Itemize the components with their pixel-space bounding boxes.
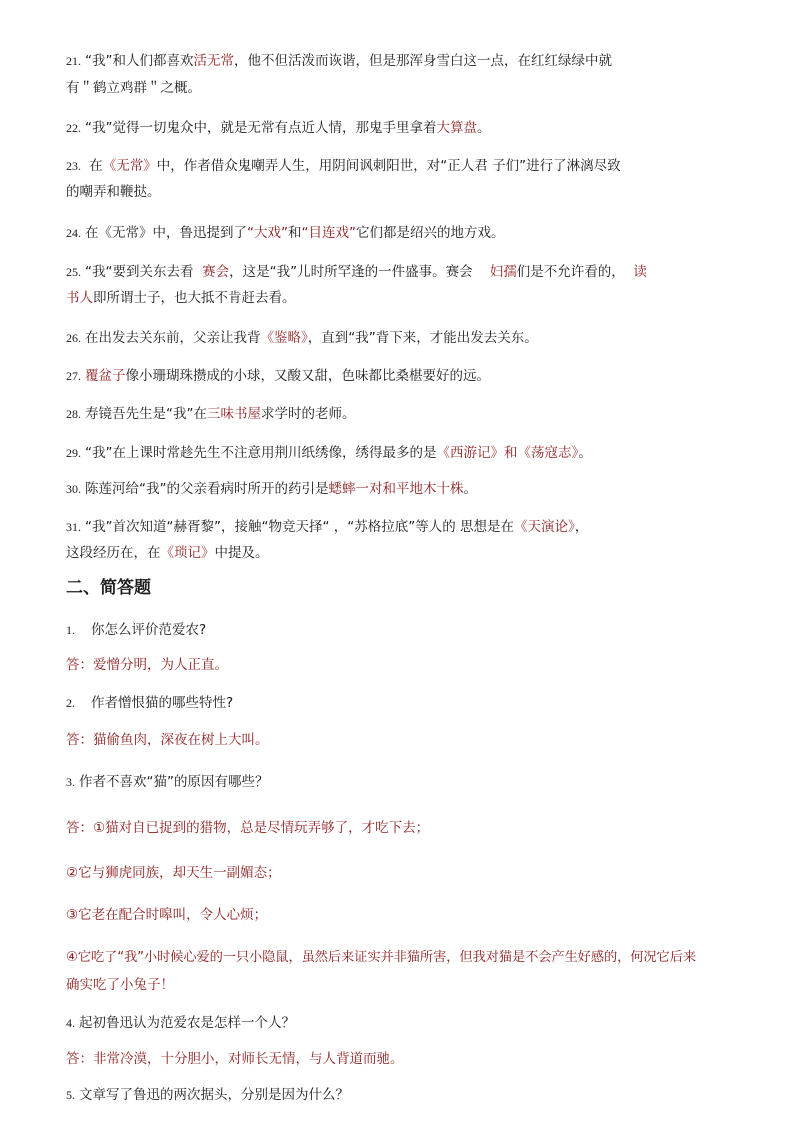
item-number: 31. — [66, 520, 81, 534]
question-number: 2. — [66, 696, 75, 710]
question-3: 3. 作者不喜欢“猫”的原因有哪些？ — [66, 774, 269, 790]
answer-highlight: 活无常 — [193, 53, 234, 69]
fill-item-23-line2: 的嘲弄和鞭挞。 — [66, 184, 161, 200]
item-number: 24. — [66, 226, 81, 240]
answer-highlight: 三味书屋 — [207, 406, 261, 422]
answer-highlight: 大算盘 — [436, 120, 477, 136]
item-number: 23. — [66, 159, 81, 173]
answer-highlight: 《天演论》 — [514, 519, 575, 535]
answer-highlight: 读 — [633, 264, 647, 280]
answer-highlight: 蟋蟀一对和平地木十株 — [328, 481, 464, 497]
item-number: 27. — [66, 369, 81, 383]
question-4: 4. 起初鲁迅认为范爱农是怎样一个人？ — [66, 1015, 295, 1031]
fill-item-30: 30. 陈莲河给“我”的父亲看病时所开的药引是蟋蟀一对和平地木十株。 — [66, 481, 477, 497]
answer-highlight: 《琐记》 — [160, 545, 215, 561]
item-number: 25. — [66, 265, 81, 279]
answer-highlight: 赛会 — [202, 264, 230, 280]
item-number: 28. — [66, 407, 81, 421]
item-number: 22. — [66, 121, 81, 135]
item-number: 30. — [66, 482, 81, 496]
question-1: 1. 你怎么评价范爱农? — [66, 622, 207, 638]
question-number: 5. — [66, 1088, 75, 1102]
answer-3-line-2: ②它与狮虎同族，却天生一副媚态； — [66, 865, 281, 881]
answer-highlight: “目连戏” — [301, 225, 356, 241]
fill-item-21: 21. “我”和人们都喜欢活无常，他不但活泼而诙谐，但是那浑身雪白这一点，在红红绿绿中就 — [66, 53, 612, 69]
answer-3-line-1: 答：①猫对自已捉到的猎物，总是尽情玩弄够了，才吃下去； — [66, 820, 430, 836]
answer-3-line-5: 确实吃了小兔子！ — [66, 977, 174, 993]
fill-item-27: 27. 覆盆子像小珊瑚珠攒成的小球，又酸又甜，色味都比桑椹要好的远。 — [66, 368, 490, 384]
question-number: 1. — [66, 623, 75, 637]
question-number: 3. — [66, 775, 75, 789]
fill-item-26: 26. 在出发去关东前，父亲让我背《鉴略》，直到“我”背下来，才能出发去关东。 — [66, 330, 538, 346]
question-number: 4. — [66, 1016, 75, 1030]
answer-highlight: 覆盆子 — [85, 368, 126, 384]
answer-highlight: “大戏” — [247, 225, 288, 241]
fill-item-24: 24. 在《无常》中，鲁迅提到了“大戏”和“目连戏”它们都是绍兴的地方戏。 — [66, 225, 505, 241]
answer-4: 答：非常冷漠，十分胆小，对师长无情，与人背道而驰。 — [66, 1051, 404, 1067]
answer-2: 答：猫偷鱼肉，深夜在树上大叫。 — [66, 732, 269, 748]
answer-highlight: 《无常》 — [102, 158, 157, 174]
fill-item-21-line2: 有＂鹤立鸡群＂之概。 — [66, 80, 201, 96]
answer-highlight: 书人 — [66, 290, 93, 306]
answer-highlight: 《鉴略》 — [260, 330, 308, 346]
answer-highlight: 妇孺 — [489, 264, 517, 280]
answer-3-line-4: ④它吃了“我”小时候心爱的一只小隐鼠，虽然后来证实并非猫所害，但我对猫是不会产生好感的，何况它后来 — [66, 950, 697, 965]
answer-3-line-3: ③它老在配合时嗥叫，令人心烦； — [66, 907, 268, 923]
question-5: 5. 文章写了鲁迅的两次据头，分别是因为什么？ — [66, 1087, 349, 1103]
fill-item-22: 22. “我”觉得一切鬼众中，就是无常有点近人情，那鬼手里拿着大算盘。 — [66, 120, 491, 136]
fill-item-25-line2: 书人即所谓士子，也大抵不肯赶去看。 — [66, 290, 296, 306]
fill-item-28: 28. 寿镜吾先生是“我”在三味书屋求学时的老师。 — [66, 406, 356, 422]
item-number: 21. — [66, 54, 81, 68]
fill-item-29: 29. “我”在上课时常趁先生不注意用荆川纸绣像，绣得最多的是《西游记》和《荡寇志》。 — [66, 445, 592, 461]
fill-item-31: 31. “我”首次知道“赫胥黎”，接触“物竞天择“ ，“苏格拉底”等人的 思想是在《天演论》， — [66, 519, 589, 535]
item-number: 26. — [66, 331, 81, 345]
answer-1: 答：爱憎分明，为人正直。 — [66, 657, 228, 673]
fill-item-23: 23. 在《无常》中，作者借众鬼嘲弄人生，用阴间讽刺阳世，对“正人君 子们”进行了淋漓尽致 — [66, 158, 621, 174]
fill-item-25: 25. “我“要到关东去看 赛会，这是“我”儿时所罕逢的一件盛事。赛会 妇孺们是不允许看的， 读 — [66, 264, 647, 280]
fill-item-31-line2: 这段经历在，在《琐记》中提及。 — [66, 545, 269, 561]
question-2: 2. 作者憎恨猫的哪些特性? — [66, 695, 234, 711]
answer-highlight: 《西游记》和《荡寇志》 — [436, 445, 579, 461]
item-number: 29. — [66, 446, 81, 460]
section-heading: 二、简答题 — [66, 578, 151, 598]
